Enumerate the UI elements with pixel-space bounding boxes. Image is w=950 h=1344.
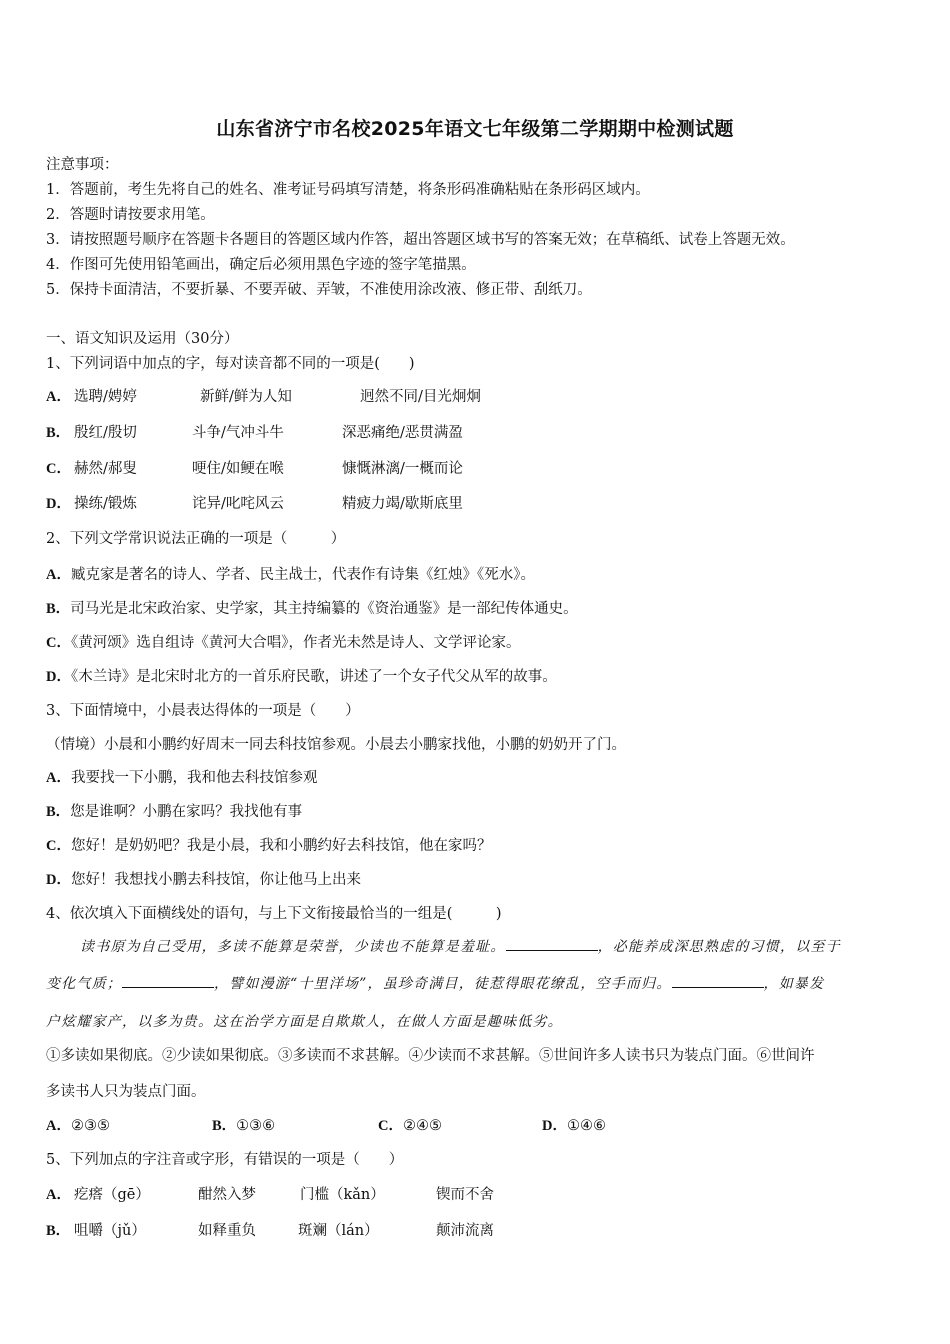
- option-text: ②④⑤: [402, 1118, 442, 1134]
- section-heading: 一、语文知识及运用（30分）: [46, 331, 239, 347]
- option-letter: C．: [46, 635, 71, 651]
- option-word: 选聘/娉婷: [74, 389, 137, 405]
- option-text: ①④⑥: [566, 1118, 606, 1134]
- option-text: ①③⑥: [236, 1118, 276, 1134]
- passage-text: 读书原为自己受用，多读不能算是荣誉，少读也不能算是羞耻。: [80, 939, 506, 955]
- option-word: 咀嚼（jǔ）: [74, 1223, 146, 1239]
- option-text: 《木兰诗》是北宋时北方的一首乐府民歌，讲述了一个女子代父从军的故事。: [70, 669, 557, 685]
- q4-option-b[interactable]: [212, 1114, 275, 1135]
- option-letter: C．: [46, 461, 71, 477]
- option-letter: A．: [46, 1118, 71, 1134]
- passage-text: ，如暴发: [763, 976, 825, 992]
- option-word: 赫然/郝叟: [74, 461, 137, 477]
- q3-option-c[interactable]: [46, 834, 491, 855]
- option-letter: B．: [46, 425, 71, 441]
- option-text: 《黄河颂》选自组诗《黄河大合唱》，作者光未然是诗人、文学评论家。: [70, 635, 521, 651]
- q3-option-b[interactable]: [46, 800, 302, 821]
- option-word: 慷慨淋漓/一概而论: [342, 461, 463, 477]
- option-letter: D．: [46, 496, 71, 512]
- option-text: 司马光是北宋政治家、史学家，其主持编纂的《资治通鉴》是一部纪传体通史。: [70, 601, 578, 617]
- passage-text: ，譬如漫游“十里洋场”，虽珍奇满目，徒惹得眼花缭乱，空手而归。: [214, 976, 672, 992]
- passage-text: ，必能养成深思熟虑的习惯，以至于: [597, 939, 841, 955]
- option-letter: A．: [46, 389, 71, 405]
- q4-choices: ①多读如果彻底。②少读如果彻底。③多读而不求甚解。④少读而不求甚解。⑤世间许多人读书只为装点门面。⑥世间许: [46, 1048, 815, 1064]
- notice-item: 1．答题前，考生先将自己的姓名、准考证号码填写清楚，将条形码准确粘贴在条形码区域内。: [46, 182, 650, 198]
- option-word: 酣然入梦: [198, 1187, 256, 1203]
- notice-item: 4．作图可先使用铅笔画出，确定后必须用黑色字迹的签字笔描黑。: [46, 257, 476, 273]
- option-letter: D．: [542, 1118, 567, 1134]
- option-text: 臧克家是著名的诗人、学者、民主战士，代表作有诗集《红烛》《死水》。: [70, 567, 535, 583]
- q4-passage-line: [80, 936, 841, 956]
- option-letter: B．: [46, 1223, 71, 1239]
- answer-blank[interactable]: [122, 975, 214, 988]
- q4-option-a[interactable]: [46, 1114, 110, 1135]
- option-word: 操练/锻炼: [74, 496, 137, 512]
- option-word: 新鲜/鲜为人知: [200, 389, 292, 405]
- q3-context: （情境）小晨和小鹏约好周末一同去科技馆参观。小晨去小鹏家找他，小鹏的奶奶开了门。: [46, 737, 626, 753]
- passage-text: 变化气质；: [46, 976, 122, 992]
- q3-option-d[interactable]: [46, 868, 361, 889]
- option-word: 殷红/殷切: [74, 425, 137, 441]
- option-letter: D．: [46, 872, 71, 888]
- answer-blank[interactable]: [506, 938, 598, 951]
- q4-choices: 多读书人只为装点门面。: [46, 1084, 206, 1100]
- option-word: 疙瘩（gē）: [74, 1187, 150, 1203]
- option-letter: C．: [46, 838, 71, 854]
- option-text: 您是谁啊？小鹏在家吗？我找他有事: [70, 804, 303, 820]
- q4-option-d[interactable]: [542, 1114, 606, 1135]
- notice-item: 5．保持卡面清洁，不要折暴、不要弄破、弄皱，不准使用涂改液、修正带、刮纸刀。: [46, 282, 592, 298]
- q1-stem: 1、下列词语中加点的字，每对读音都不同的一项是( ): [46, 356, 415, 372]
- option-word: 门槛（kǎn）: [300, 1187, 385, 1203]
- option-letter: A．: [46, 567, 71, 583]
- q2-option-d[interactable]: [46, 665, 557, 686]
- option-word: 诧异/叱咤风云: [192, 496, 284, 512]
- option-letter: A．: [46, 770, 71, 786]
- option-text: ②③⑤: [70, 1118, 110, 1134]
- page-title: 山东省济宁市名校2025年语文七年级第二学期期中检测试题: [216, 118, 734, 140]
- notice-item: 2．答题时请按要求用笔。: [46, 207, 215, 223]
- option-word: 斗争/气冲斗牛: [192, 425, 284, 441]
- option-word: 锲而不舍: [436, 1187, 494, 1203]
- notice-heading: 注意事项：: [46, 157, 119, 173]
- option-word: 深恶痛绝/恶贯满盈: [342, 425, 463, 441]
- q2-option-c[interactable]: [46, 631, 520, 652]
- option-word: 斑斓（lán）: [298, 1223, 379, 1239]
- q4-option-c[interactable]: [378, 1114, 442, 1135]
- option-letter: B．: [46, 804, 71, 820]
- q3-option-a[interactable]: [46, 766, 317, 787]
- option-word: 精疲力竭/歇斯底里: [342, 496, 463, 512]
- q4-passage-line: [46, 973, 824, 993]
- option-word: 如释重负: [198, 1223, 256, 1239]
- q4-passage-line: 户炫耀家产，以多为贵。这在治学方面是自欺欺人，在做人方面是趣味低劣。: [46, 1014, 563, 1030]
- option-letter: C．: [378, 1118, 403, 1134]
- q2-stem: 2、下列文学常识说法正确的一项是（ ）: [46, 531, 346, 547]
- option-word: 迥然不同/目光炯炯: [360, 389, 481, 405]
- q2-option-b[interactable]: [46, 597, 578, 618]
- q5-stem: 5、下列加点的字注音或字形，有错误的一项是（ ）: [46, 1152, 404, 1168]
- option-text: 我要找一下小鹏，我和他去科技馆参观: [70, 770, 318, 786]
- q3-stem: 3、下面情境中，小晨表达得体的一项是（ ）: [46, 703, 360, 719]
- option-text: 您好！我想找小鹏去科技馆，你让他马上出来: [70, 872, 361, 888]
- option-letter: B．: [212, 1118, 237, 1134]
- option-word: 哽住/如鲠在喉: [192, 461, 284, 477]
- option-text: 您好！是奶奶吧？我是小晨，我和小鹏约好去科技馆，他在家吗？: [70, 838, 492, 854]
- option-word: 颠沛流离: [436, 1223, 494, 1239]
- notice-item: 3．请按照题号顺序在答题卡各题目的答题区域内作答，超出答题区域书写的答案无效；在草稿纸、试卷上答题无效。: [46, 232, 795, 248]
- option-letter: A．: [46, 1187, 71, 1203]
- answer-blank[interactable]: [672, 975, 764, 988]
- q2-option-a[interactable]: [46, 563, 535, 584]
- option-letter: B．: [46, 601, 71, 617]
- option-letter: D．: [46, 669, 71, 685]
- q4-stem: 4、依次填入下面横线处的语句，与上下文衔接最恰当的一组是( ): [46, 906, 502, 922]
